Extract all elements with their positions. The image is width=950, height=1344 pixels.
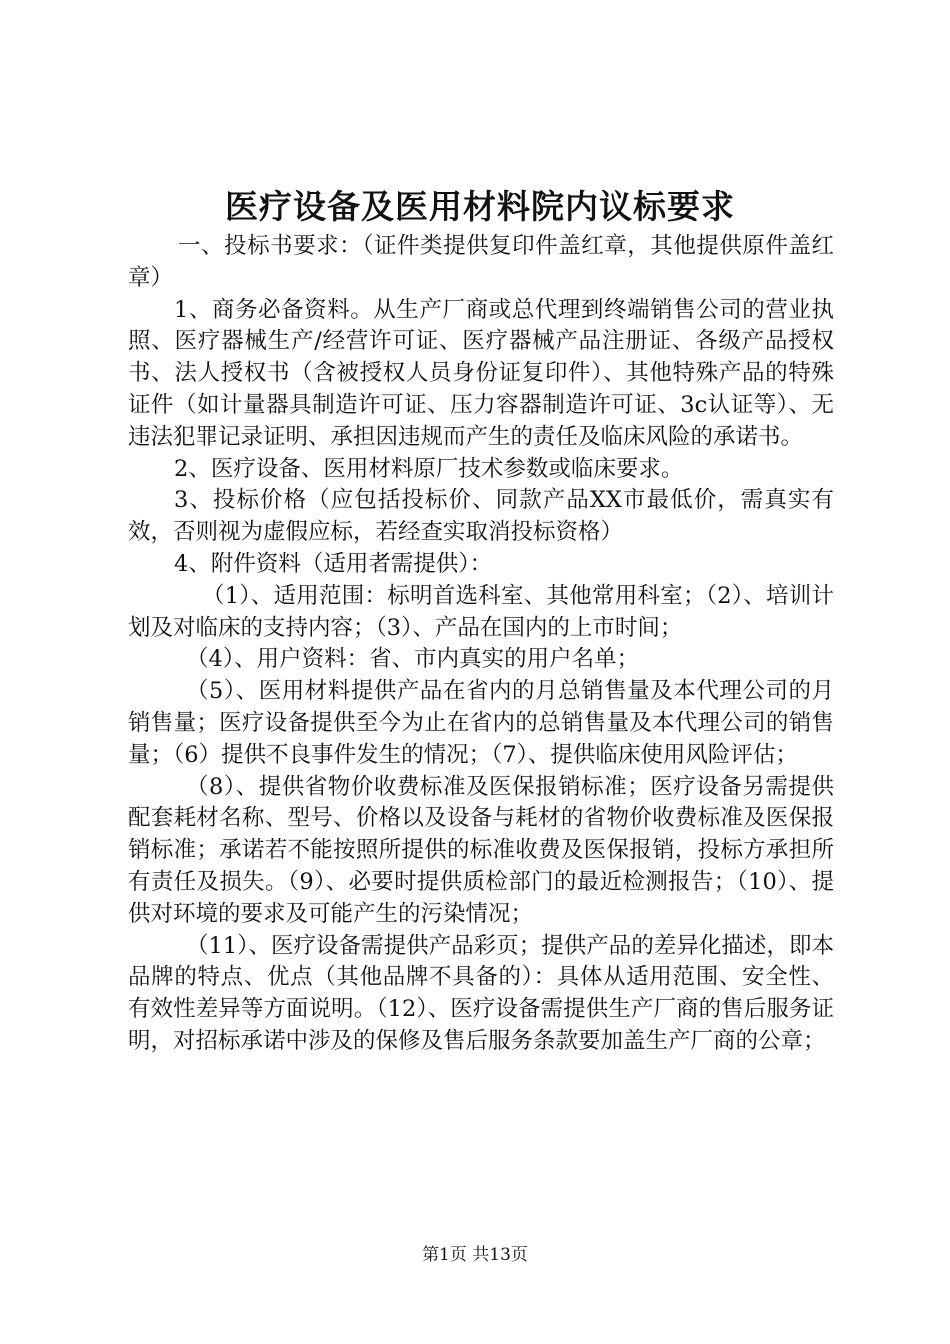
paragraph-attachments: 4、附件资料（适用者需提供）： (174, 550, 493, 577)
paragraph-technical-parameters: 2、医疗设备、医用材料原厂技术参数或临床要求。 (174, 455, 684, 482)
document-page (128, 185, 834, 1058)
paragraph-business-documents: 1、商务必备资料。从生产厂商或总代理到终端销售公司的营业执照、医疗器械生产/经营许可证、医疗器械产品注册证、各级产品授权书、法人授权书（含被授权人员身份证复印件）、其他特殊产品的特殊证件（如计量器具制造许可证、压力容器制造许可证、3c认证等）、无违法犯罪记录证明、承担因违规而产生的责任及临床风险的承诺书。 (128, 296, 834, 450)
paragraph-item-8-10: （8）、提供省物价收费标准及医保报销标准；医疗设备另需提供配套耗材名称、型号、价格以及设备与耗材的省物价收费标准及医保报销标准；承诺若不能按照所提供的标准收费及医保报销，投标方承担所有责任及损失。（9）、必要时提供质检部门的最近检测报告；（10）、提供对环境的要求及可能产生的污染情况； (128, 773, 834, 927)
paragraph-item-11-12: （11）、医疗设备需提供产品彩页；提供产品的差异化描述，即本品牌的特点、优点（其他品牌不具备的）：具体从适用范围、安全性、有效性差异等方面说明。（12）、医疗设备需提供生产厂商的售后服务证明，对招标承诺中涉及的保修及售后服务条款要加盖生产厂商的公章； (128, 932, 834, 1054)
document-title: 医疗设备及医用材料院内议标要求 (225, 187, 735, 226)
paragraph-item-4: （4）、用户资料：省、市内真实的用户名单； (186, 646, 640, 673)
paragraph-item-1-3: （1）、适用范围：标明首选科室、其他常用科室；（2）、培训计划及对临床的支持内容；（3）、产品在国内的上市时间； (128, 582, 834, 641)
paragraph-bid-price: 3、投标价格（应包括投标价、同款产品XX市最低价，需真实有效，否则视为虚假应标，若经查实取消投标资格） (128, 487, 834, 546)
page-footer: 第1页 共13页 (422, 1245, 528, 1265)
paragraph-bid-requirements: 一、投标书要求：（证件类提供复印件盖红章，其他提供原件盖红章） (128, 233, 834, 291)
paragraph-item-5-7: （5）、医用材料提供产品在省内的月总销售量及本代理公司的月销售量；医疗设备提供至今为止在省内的总销售量及本代理公司的销售量；（6）提供不良事件发生的情况；（7）、提供临床使用风险评估； (128, 678, 834, 768)
